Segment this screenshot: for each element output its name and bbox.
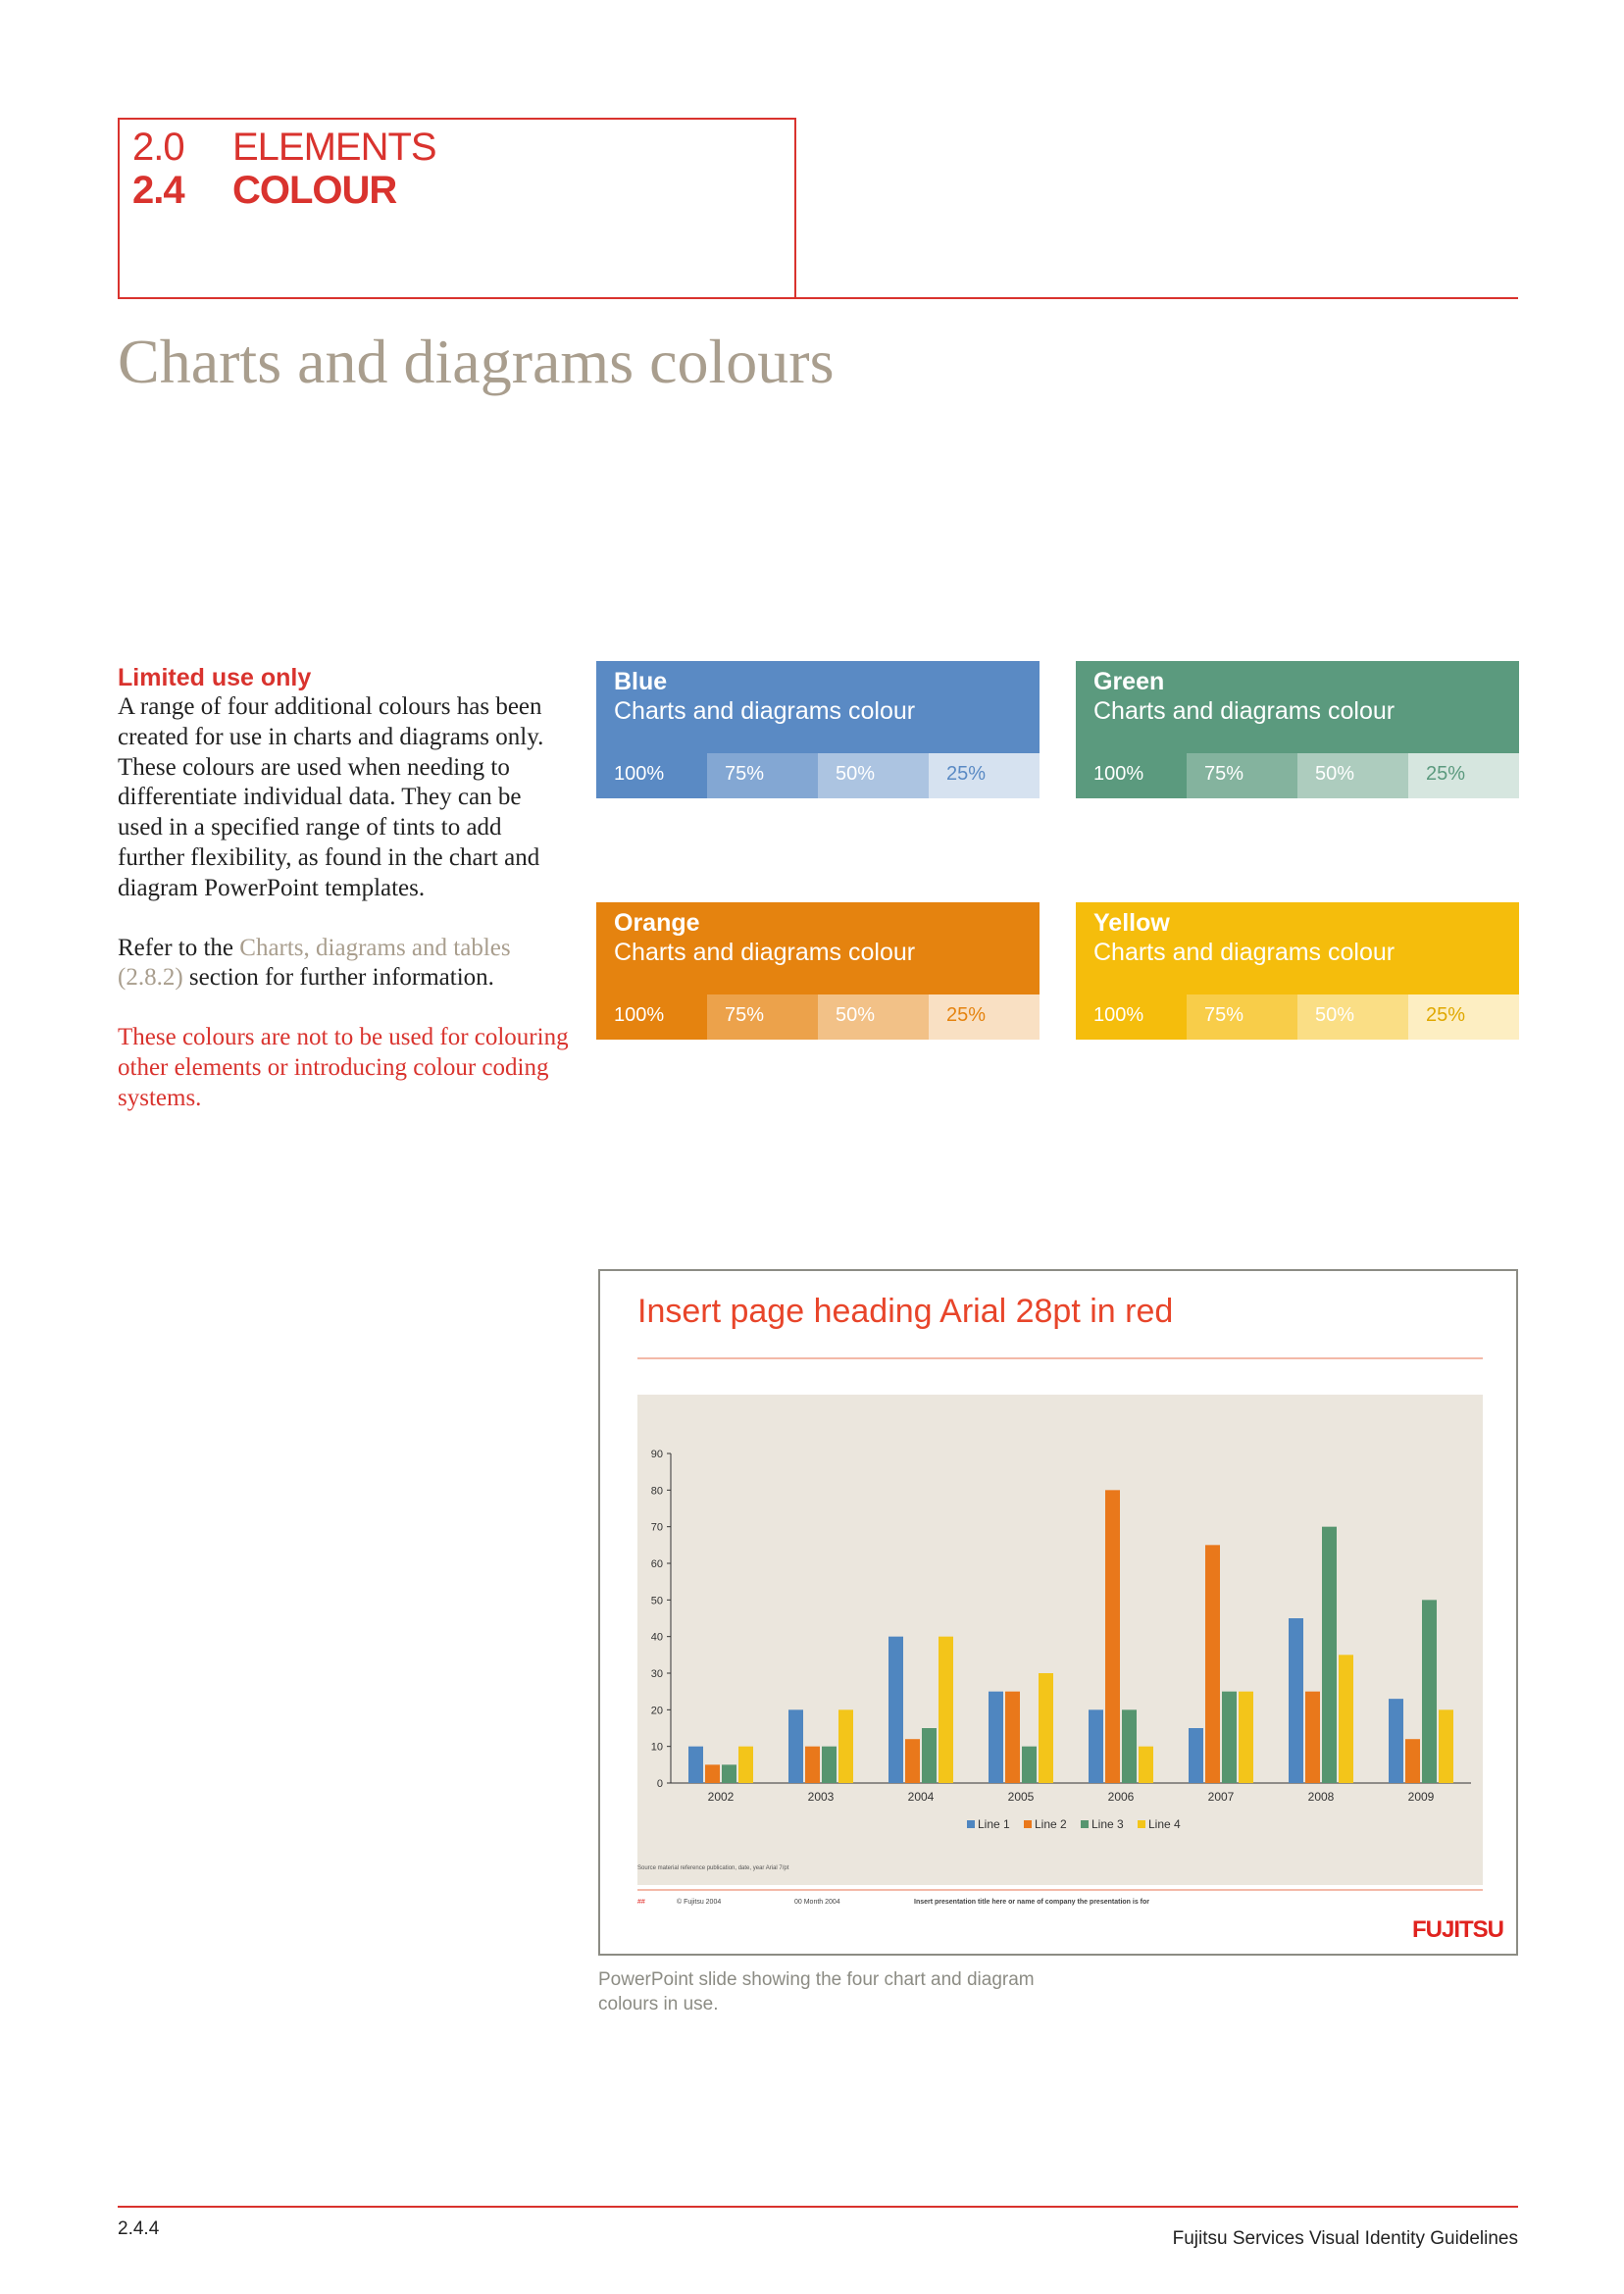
slide-copyright: © Fujitsu 2004 [677,1899,722,1906]
image-caption: PowerPoint slide showing the four chart and diagram colours in use. [598,1969,1035,2014]
swatch-header [1076,661,1519,753]
bar-line-4 [1239,1692,1253,1783]
slide-date: 00 Month 2004 [794,1899,840,1906]
bar-line-4 [1139,1747,1153,1783]
bar-line-3 [722,1764,736,1783]
y-tick-label: 50 [650,1595,663,1607]
legend-label: Line 3 [1091,1817,1124,1831]
x-tick-label: 2009 [1407,1790,1435,1804]
y-tick-label: 60 [650,1558,663,1570]
bar-line-3 [1322,1527,1337,1783]
swatch-blue [596,661,1040,798]
swatch-orange [596,902,1040,1040]
tint-25: 25% [1408,753,1519,798]
footer-rule [118,2206,1518,2208]
tint-row [1076,994,1519,1040]
swatch-subtitle: Charts and diagrams colour [614,697,916,725]
fujitsu-logo: FUJITSU [1412,1916,1504,1943]
bar-line-2 [1205,1545,1220,1783]
x-tick-label: 2006 [1107,1790,1135,1804]
bar-line-2 [1305,1692,1320,1783]
tint-25: 25% [1408,994,1519,1040]
bar-line-4 [1339,1655,1353,1783]
x-tick-label: 2005 [1007,1790,1035,1804]
legend-label: Line 1 [978,1817,1010,1831]
bar-line-2 [705,1764,720,1783]
x-tick-label: 2004 [907,1790,935,1804]
bar-line-2 [1105,1490,1120,1783]
intro-paragraph: A range of four additional colours has been created for use in charts and diagrams only. These colours are used when needing to differentiate individual data. They can be used in a specified range of tints to add further flexibility, as found in the chart and diagram PowerPoint templates. [118,693,544,901]
legend-label: Line 4 [1148,1817,1181,1831]
bar-line-1 [788,1709,803,1783]
slide-source-note: Source material reference publication, date, year Arial 7/pt [637,1865,789,1871]
tint-100: 100% [596,753,707,798]
tint-row [596,753,1040,798]
reference-paragraph [118,934,569,994]
tint-row [1076,753,1519,798]
tint-75: 75% [707,994,818,1040]
bar-line-3 [1222,1692,1237,1783]
legend-swatch [967,1820,975,1828]
tint-75: 75% [1187,753,1297,798]
section-link[interactable]: Charts, diagrams and tables (2.8.2) [118,934,511,992]
bar-line-3 [1422,1600,1437,1783]
section-title: ELEMENTS [232,126,436,169]
swatch-yellow [1076,902,1519,1040]
bar-line-2 [905,1739,920,1783]
x-tick-label: 2007 [1207,1790,1235,1804]
swatch-name: Yellow [1093,909,1170,937]
x-tick-label: 2003 [807,1790,835,1804]
bar-line-2 [805,1747,820,1783]
y-tick-label: 30 [650,1668,663,1680]
header-rule [118,297,1518,299]
swatch-header [596,902,1040,994]
bar-line-3 [1022,1747,1037,1783]
warning-paragraph: These colours are not to be used for colouring other elements or introducing colour coding systems. [118,1024,569,1111]
chart-panel [637,1395,1483,1885]
y-tick-label: 20 [650,1705,663,1717]
reference-text-post: section for further information. [182,964,494,992]
slide-heading: Insert page heading Arial 28pt in red [637,1293,1174,1330]
bar-line-4 [1039,1673,1053,1783]
swatch-green [1076,661,1519,798]
subsection-title: COLOUR [232,169,397,212]
body-column [118,663,569,1144]
legend-swatch [1138,1820,1145,1828]
slide-heading-rule [637,1357,1483,1359]
reference-text-pre: Refer to the [118,934,240,961]
tint-100: 100% [1076,994,1187,1040]
y-tick-label: 40 [650,1631,663,1644]
tint-100: 100% [1076,753,1187,798]
legend-swatch [1081,1820,1089,1828]
tint-100: 100% [596,994,707,1040]
y-tick-label: 90 [650,1449,663,1460]
bar-line-1 [989,1692,1003,1783]
page-number: 2.4.4 [118,2218,160,2239]
powerpoint-slide [598,1269,1518,1956]
slide-footer-rule [637,1889,1483,1891]
y-tick-label: 70 [650,1521,663,1534]
swatch-subtitle: Charts and diagrams colour [614,939,916,966]
swatch-subtitle: Charts and diagrams colour [1093,939,1396,966]
bar-line-1 [888,1637,903,1783]
tint-50: 50% [1297,753,1408,798]
bar-line-1 [688,1747,703,1783]
bar-line-3 [822,1747,837,1783]
tint-row [596,994,1040,1040]
swatch-subtitle: Charts and diagrams colour [1093,697,1396,725]
document-title: Fujitsu Services Visual Identity Guidelines [1172,2228,1518,2249]
bar-line-1 [1289,1618,1303,1783]
bar-line-4 [1439,1709,1453,1783]
subhead: Limited use only [118,664,312,691]
slide-presentation-title: Insert presentation title here or name of company the presentation is for [914,1899,1149,1906]
bar-line-1 [1089,1709,1103,1783]
swatch-name: Blue [614,668,668,695]
section-header-box [118,118,796,298]
bar-chart [637,1395,1483,1885]
section-number: 2.0 [132,126,184,169]
tint-50: 50% [818,994,929,1040]
x-tick-label: 2002 [707,1790,735,1804]
tint-75: 75% [707,753,818,798]
tint-25: 25% [929,753,1040,798]
bar-line-4 [738,1747,753,1783]
bar-line-1 [1389,1699,1403,1783]
bar-line-1 [1189,1728,1203,1783]
tint-50: 50% [1297,994,1408,1040]
page-title: Charts and diagrams colours [118,327,835,396]
tint-25: 25% [929,994,1040,1040]
swatch-name: Green [1093,668,1165,695]
y-tick-label: 0 [656,1778,663,1790]
bar-line-2 [1405,1739,1420,1783]
bar-line-4 [838,1709,853,1783]
subsection-number: 2.4 [132,169,184,212]
tint-50: 50% [818,753,929,798]
slide-page-number: ## [637,1899,645,1906]
y-tick-label: 10 [650,1741,663,1754]
swatch-header [596,661,1040,753]
legend-label: Line 2 [1035,1817,1067,1831]
bar-line-3 [922,1728,937,1783]
tint-75: 75% [1187,994,1297,1040]
swatch-header [1076,902,1519,994]
swatch-name: Orange [614,909,700,937]
y-tick-label: 80 [650,1485,663,1498]
legend-swatch [1024,1820,1032,1828]
bar-line-4 [939,1637,953,1783]
bar-line-3 [1122,1709,1137,1783]
x-tick-label: 2008 [1307,1790,1335,1804]
bar-line-2 [1005,1692,1020,1783]
